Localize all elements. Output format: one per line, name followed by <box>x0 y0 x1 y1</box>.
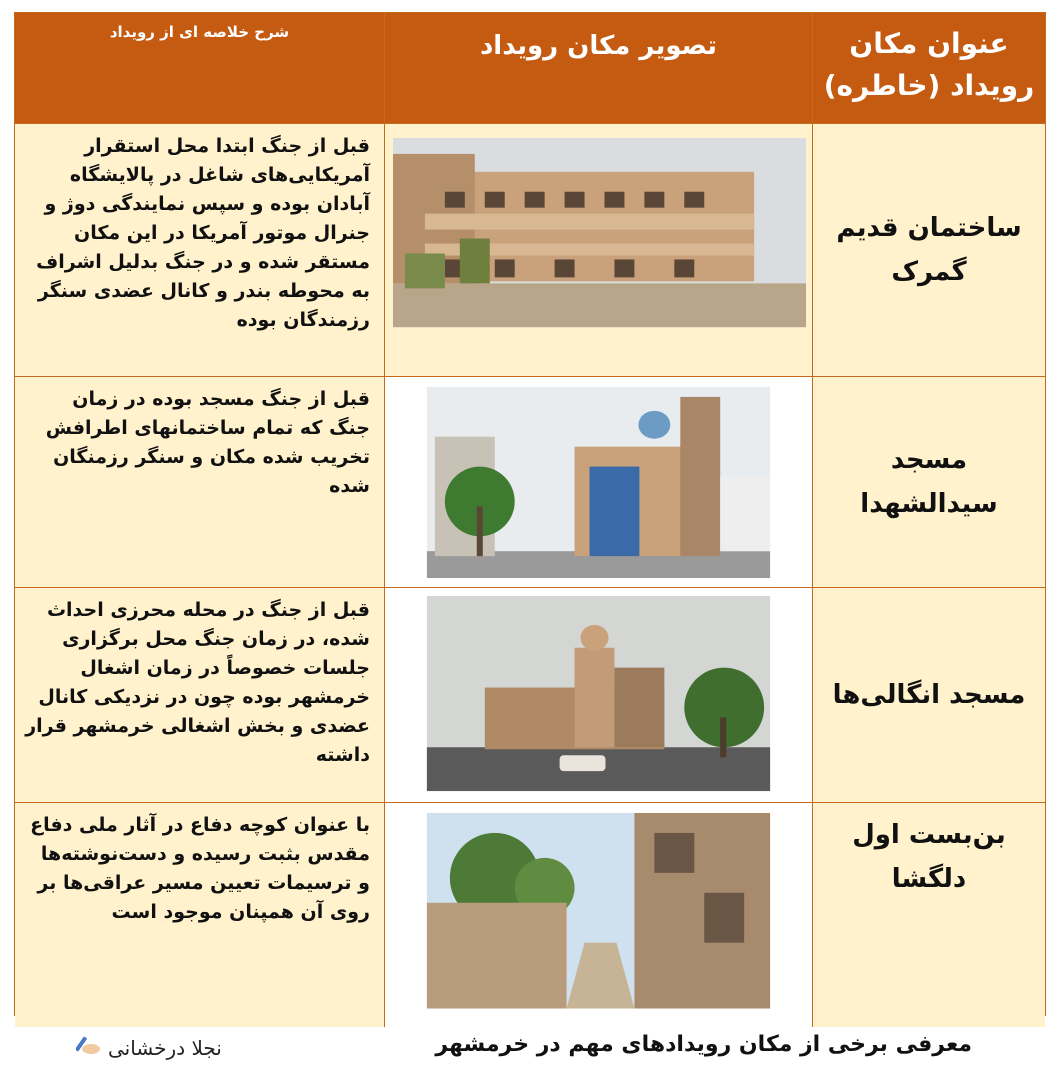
row2-photo-cell <box>384 377 812 588</box>
row4-title-cell <box>812 803 1045 1027</box>
events-table <box>14 12 1046 1016</box>
header-title-cell <box>812 13 1045 124</box>
footer-author <box>76 1034 222 1061</box>
customs-building-photo <box>385 124 812 376</box>
header-image-cell <box>384 13 812 124</box>
row2-title-line2: سیدالشهدا <box>860 489 998 519</box>
row1-desc-cell <box>15 124 384 377</box>
footer-caption: معرفی برخی از مکان رویدادهای مهم در خرمشهر <box>435 1032 972 1057</box>
author-name: نجلا درخشانی <box>108 1035 222 1060</box>
row1-title-line2: گمرک <box>891 257 967 287</box>
row3-desc-cell <box>15 588 384 803</box>
row2-title-cell <box>812 377 1045 588</box>
mosque-angali-photo <box>385 588 812 802</box>
row1-photo-cell <box>384 124 812 377</box>
row4-title-line2: دلگشا <box>891 864 967 894</box>
row4-photo-cell <box>384 803 812 1027</box>
header-desc-label: شرح خلاصه ای از رویداد <box>109 23 290 41</box>
mosque-seyed-photo <box>385 377 812 587</box>
header-desc-cell <box>15 13 384 124</box>
row2-desc-cell <box>15 377 384 588</box>
row2-title-line1: مسجد <box>890 445 968 475</box>
header-title-line1: عنوان مکان <box>849 27 1009 60</box>
row3-title-cell <box>812 588 1045 803</box>
row1-desc: قبل از جنگ ابتدا محل استقرار آمریکایی‌های شاغل در پالایشگاه آبادان بوده و سپس نمایندگی دوژ و جنرال موتور آمریکا در این مکان مستقر شده و در جنگ بدلیل اشراف به محوطه بندر و کانال عضدی سنگر رزمندگان بوده <box>36 135 370 331</box>
row2-desc: قبل از جنگ مسجد بوده در زمان جنگ که تمام ساختمانهای اطرافش تخریب شده مکان و سنگر رزمنگان شده <box>45 388 370 497</box>
alley-delgosha-photo <box>385 803 812 1027</box>
row3-desc: قبل از جنگ در محله محرزی احداث شده، در زمان جنگ محل برگزاری جلسات خصوصاً در زمان اشغال خرمشهر بوده چون در نزدیکی کانال عضدی و بخش اشغالی خرمشهر قرار داشته <box>25 599 370 766</box>
row4-desc: با عنوان کوچه دفاع در آثار ملی دفاع مقدس بثبت رسیده و دست‌نوشته‌ها و ترسیمات تعیین مسیر عراقی‌ها بر روی آن همپنان موجود است <box>30 814 370 923</box>
row4-title-line1: بن‌بست اول <box>852 820 1006 850</box>
row3-title-line1: مسجد انگالی‌ها <box>832 680 1026 710</box>
header-image-label: تصویر مکان رویداد <box>479 31 718 61</box>
row1-title-cell <box>812 124 1045 377</box>
row3-photo-cell <box>384 588 812 803</box>
writing-hand-icon <box>76 1034 102 1061</box>
row1-title-line1: ساختمان قدیم <box>836 213 1022 243</box>
footer <box>0 1024 1060 1074</box>
header-title-line2: رویداد (خاطره) <box>823 69 1035 102</box>
row4-desc-cell <box>15 803 384 1027</box>
